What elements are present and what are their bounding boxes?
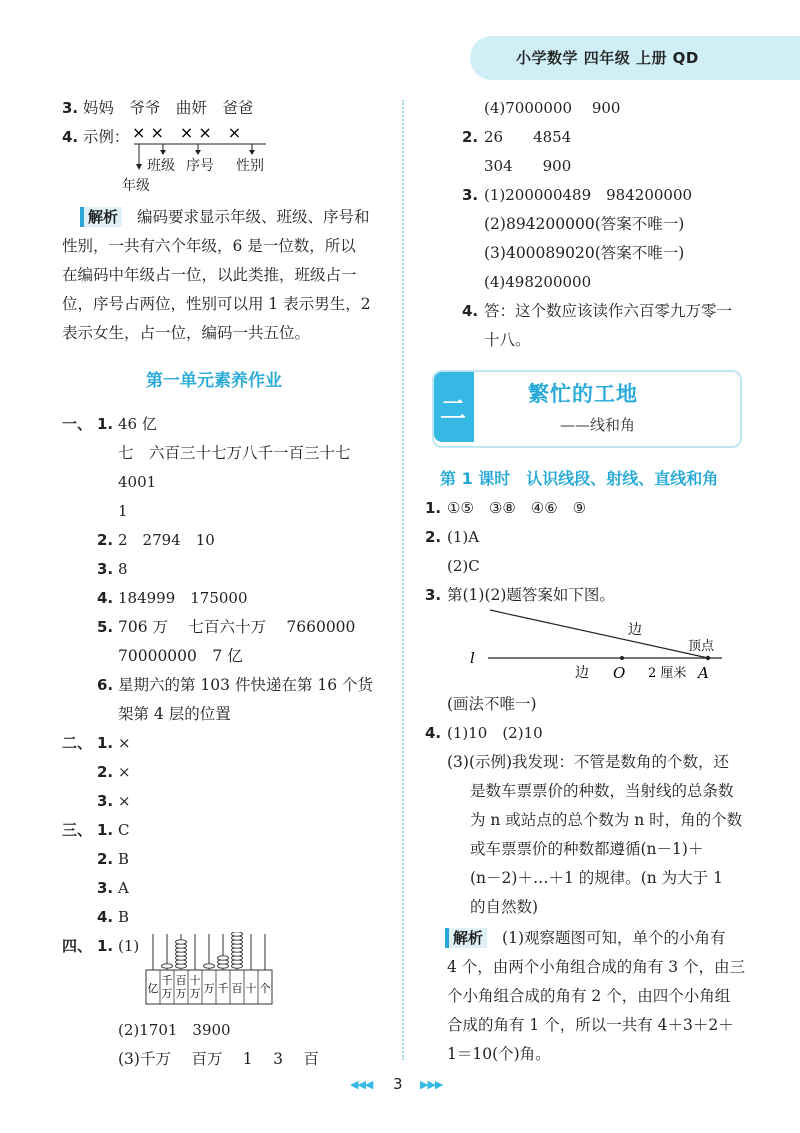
abacus-figure [145,932,281,1006]
vertex-point [706,656,710,660]
answer-text: 的自然数) [470,898,539,916]
answer-text: 答：这个数应该读作六百零九万零一 [484,302,733,320]
abacus-label: 十 [189,974,201,987]
label-class: 班级 [147,158,175,174]
abacus-label: 个 [259,982,271,995]
answer-text: C [118,821,130,839]
answer-text: B [118,908,130,926]
answer-text: (1)A [447,528,480,546]
answer-text: A [118,879,129,897]
answer-text: (1) [118,937,140,955]
abacus-bead [162,964,173,968]
item-num: 3. [425,586,442,604]
answer-text: 26 4854 [484,128,572,146]
answer-text: 2 2794 10 [118,531,215,549]
answer-text: × [118,763,131,781]
item-num: 2. [425,528,442,546]
section-title: 第一单元素养作业 [146,371,282,391]
analysis-tag: 解析 [80,207,122,227]
unit-subtitle: ——线和角 [560,416,636,434]
figure-note: (画法不唯一) [447,695,537,713]
answer-text: 架第 4 层的位置 [118,705,231,723]
item-num: 2. [97,763,114,781]
abacus-label: 万 [161,987,173,1000]
abacus-label: 千 [161,974,173,987]
answer-text: (3)千万 百万 1 3 百 [118,1050,319,1068]
analysis-line: 性别，一共有六个年级，6 是一位数，所以 [62,237,356,255]
answer-text: (2)894200000(答案不唯一) [484,215,685,233]
item-num: 1. [97,734,114,752]
item-num: 6. [97,676,114,694]
item-num: 3. [462,186,479,204]
answer-text: ①⑤ ③⑧ ④⑥ ⑨ [447,499,587,517]
answer-text: (3)(示例)我发现：不管是数角的个数，还 [447,753,730,771]
answer-text: 4001 [118,473,157,491]
answer-text: 184999 175000 [118,589,248,607]
answer-text: (1)200000489 984200000 [484,186,693,204]
analysis-line: 在编码中年级占一位，以此类推，班级占一 [62,266,357,284]
edge-label-bottom: 边 [575,665,589,681]
answer-text: 星期六的第 103 件快递在第 16 个货 [118,676,374,694]
answer-text: (4)498200000 [484,273,592,291]
angle-figure [460,600,740,686]
abacus-bead [218,956,229,960]
ray-edge [490,610,708,658]
answer-text: × [118,734,131,752]
abacus-label: 万 [203,982,215,995]
analysis-line: 合成的角有 1 个，所以一共有 4＋3＋2＋ [447,1016,734,1034]
answer-text: (1)10 (2)10 [447,724,543,742]
abacus-bead [176,940,187,944]
answer-text: (4)7000000 900 [484,99,621,117]
point-a-label: A [698,664,709,682]
header-text: 小学数学 四年级 上册 QD [516,49,699,67]
abacus-label: 千 [217,982,229,995]
abacus-label: 百 [175,974,187,987]
part4-label: 四、 [62,937,93,955]
analysis-1: 解析 编码要求显示年级、班级、序号和 [80,207,370,227]
abacus-label: 亿 [147,982,159,995]
unit-title: 繁忙的工地 [528,382,638,406]
analysis-line: 位，序号占两位，性别可以用 1 表示男生，2 [62,295,371,313]
answer-text: 或车票票价的种数都遵循(n－1)＋ [470,840,704,858]
answer-text: × [118,792,131,810]
answer-text: 十八。 [484,331,531,349]
page-number: 3 [393,1075,403,1093]
part1-label: 一、 [62,415,93,433]
item-num: 1. [97,415,114,433]
analysis-line: 4 个，由两个小角组合成的角有 3 个，由三 [447,958,746,976]
analysis-tag: 解析 [445,928,487,948]
abacus-label: 万 [175,987,187,1000]
answer-text: 是数车票票价的种数，当射线的总条数 [470,782,734,800]
label-grade: 年级 [122,178,150,194]
part2-label: 二、 [62,734,93,752]
answer-text: (2)1701 3900 [118,1021,231,1039]
vertex-label: 顶点 [688,639,715,654]
answer-text: 46 亿 [118,415,157,433]
line-label: l [470,649,475,667]
label-seat: 序号 [186,158,214,174]
lesson-title: 第 1 课时 认识线段、射线、直线和角 [440,469,719,488]
item-num: 1. [425,499,442,517]
item-num: 2. [97,850,114,868]
item-num: 4. [97,908,114,926]
item-num: 4. [462,302,479,320]
distance-label: 2 厘米 [648,666,687,681]
answer-text: (3)400089020(答案不唯一) [484,244,685,262]
point-o-label: O [613,664,626,682]
answer-text: (2)C [447,557,480,575]
answer-text: (n－2)＋…＋1 的规律。(n 为大于 1 [470,869,723,887]
answer-text: 8 [118,560,128,578]
abacus-label: 百 [231,982,243,995]
answer-text: 七 六百三十七万八千一百三十七 [118,444,351,462]
item-num: 1. [97,937,114,955]
left-q4: 4. 示例： [62,128,130,146]
part3-label: 三、 [62,821,93,839]
left-q3: 3. 妈妈 爷爷 曲妍 爸爸 [62,99,254,117]
answer-text: 304 900 [484,157,572,175]
item-num: 1. [97,821,114,839]
answer-text: 70000000 7 亿 [118,647,243,665]
answer-text: 第(1)(2)题答案如下图。 [447,586,615,604]
analysis-line: 个小角组合成的角有 2 个，由四个小角组 [447,987,731,1005]
item-num: 5. [97,618,114,636]
item-num: 3. [97,879,114,897]
answer-text: B [118,850,130,868]
abacus-label: 万 [189,987,201,1000]
coding-marks: × × × × × [132,124,242,142]
answer-text: 为 n 或站点的总个数为 n 时，角的个数 [470,811,743,829]
prev-arrows-icon: ◀◀◀ [350,1078,373,1091]
analysis-line: 1＝10(个)角。 [447,1045,551,1063]
unit-badge-number: 二 [440,396,467,426]
analysis2-1: 解析 (1)观察题图可知，单个的小角有 [445,928,726,948]
item-num: 3. [97,792,114,810]
item-num: 4. [97,589,114,607]
answer-text: 706 万 七百六十万 7660000 [118,618,356,636]
analysis-line: 表示女生，占一位，编码一共五位。 [62,324,311,342]
item-num: 2. [97,531,114,549]
abacus-bead [232,932,243,936]
next-arrows-icon: ▶▶▶ [420,1078,443,1091]
item-num: 4. [425,724,442,742]
answer-text: 1 [118,502,128,520]
column-divider [402,100,404,1060]
label-gender: 性别 [236,158,264,174]
item-num: 2. [462,128,479,146]
abacus-bead [204,964,215,968]
edge-label-top: 边 [628,622,642,638]
point-o [620,656,624,660]
item-num: 3. [97,560,114,578]
abacus-label: 十 [245,982,257,995]
